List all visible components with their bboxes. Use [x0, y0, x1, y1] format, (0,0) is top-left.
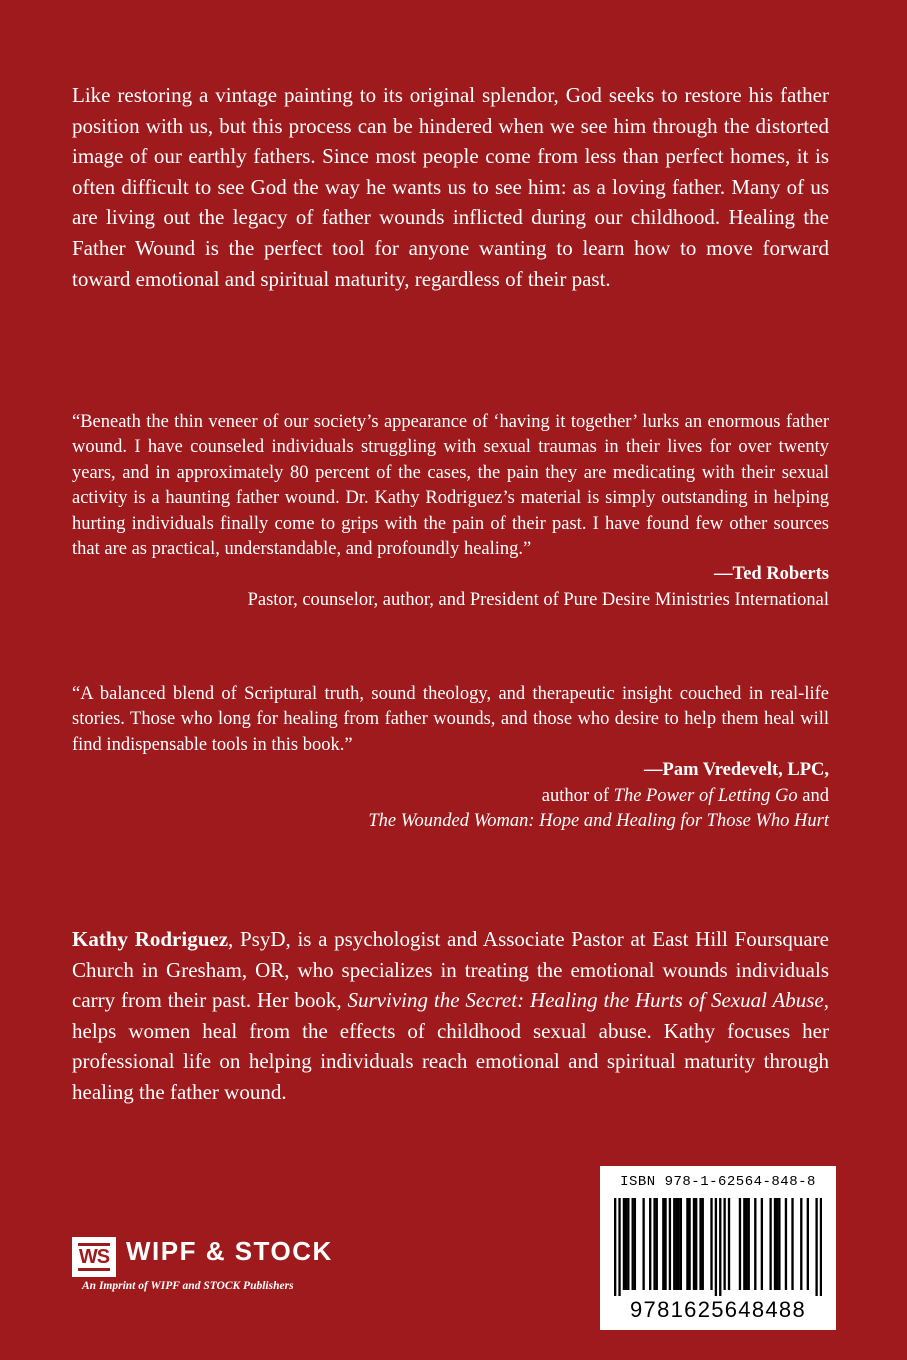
endorsement-title-joiner: and: [797, 785, 829, 806]
barcode-bar: [715, 1198, 717, 1296]
barcode-bar: [719, 1198, 721, 1296]
barcode-bar: [625, 1198, 627, 1290]
barcode-bar: [673, 1198, 675, 1290]
barcode-bar: [702, 1198, 704, 1290]
barcode-bar: [680, 1198, 682, 1290]
barcode-bar: [649, 1198, 651, 1290]
barcode-bar: [675, 1198, 677, 1290]
barcode-bar: [632, 1198, 634, 1290]
barcode-bar: [743, 1198, 745, 1290]
endorsement-name: —Pam Vredevelt, LPC,: [644, 760, 829, 781]
endorsement-title: [72, 784, 829, 809]
barcode-bar: [634, 1198, 636, 1290]
publisher-imprint: An Imprint of WIPF and STOCK Publishers: [82, 1280, 294, 1292]
barcode-bars: [614, 1198, 822, 1296]
barcode-bar: [664, 1198, 666, 1290]
barcode-bar: [739, 1198, 741, 1290]
barcode-bar: [774, 1198, 776, 1290]
bio-book-title: Surviving the Secret: Healing the Hurts of Sexual Abuse: [347, 988, 824, 1013]
endorsement-book-1: The Power of Letting Go: [613, 785, 798, 806]
endorsement-pam-vredevelt: [72, 682, 829, 834]
endorsement-ted-roberts: [72, 410, 829, 613]
author-name: Kathy Rodriguez: [72, 927, 229, 951]
barcode-bar: [656, 1198, 658, 1290]
barcode-bar: [791, 1198, 793, 1290]
barcode-bar: [769, 1198, 771, 1290]
barcode-bar: [699, 1198, 701, 1290]
barcode-bar: [695, 1198, 697, 1290]
author-bio: [72, 924, 829, 1108]
barcode-bar: [693, 1198, 695, 1290]
barcode-bar: [618, 1198, 620, 1296]
barcode-bar: [745, 1198, 747, 1290]
book-blurb: Like restoring a vintage painting to its original splendor, God seeks to restore his father position with us, but this process can be hindered when we see him through the distorted image of our earthly fathers. Since most people come from less than perfect homes, it is often difficult to see God the way he wants us to see him: as a loving father. Many of us are living out the legacy of father wounds inflicted during our childhood. Healing the Father Wound is the perfect tool for anyone wanting to learn how to move forward toward emotional and spiritual maturity, regardless of their past.: [72, 83, 829, 291]
barcode-bar: [820, 1198, 822, 1296]
barcode-bar: [710, 1198, 712, 1290]
barcode-bar: [807, 1198, 809, 1290]
publisher-name: WIPF & STOCK: [126, 1236, 333, 1266]
barcode-bar: [677, 1198, 679, 1290]
ws-logo-text: WS: [78, 1243, 110, 1271]
barcode-bar: [653, 1198, 655, 1290]
barcode-bar: [754, 1198, 756, 1290]
barcode-bar: [728, 1198, 730, 1290]
barcode-bar: [642, 1198, 644, 1290]
isbn-label: ISBN 978-1-62564-848-8: [620, 1174, 816, 1190]
isbn-barcode: [600, 1166, 836, 1330]
barcode-bar: [778, 1198, 780, 1290]
barcode-bar: [662, 1198, 664, 1290]
barcode-bar: [776, 1198, 778, 1290]
barcode-bar: [686, 1198, 688, 1290]
endorsement-quote: “A balanced blend of Scriptural truth, sound theology, and therapeutic insight couched in real-life stories. Those who long for healing from father wounds, and those who desire to help them heal will find indispensable tools in this book.”: [72, 684, 829, 755]
endorsement-name: —Ted Roberts: [714, 564, 829, 585]
barcode-bar: [627, 1198, 629, 1290]
bio-text-1: , PsyD, is a psychologist and Associate Pastor at East Hill Foursquare Church in Gresham, OR, who specializes in treating the emotional wounds individuals carry from their past. Her book,: [72, 927, 829, 1013]
barcode-bar: [785, 1198, 787, 1290]
barcode-bar: [614, 1198, 616, 1296]
ws-logo-icon: [72, 1237, 116, 1277]
barcode-bar: [815, 1198, 817, 1296]
barcode-bar: [800, 1198, 802, 1290]
barcode-bar: [688, 1198, 690, 1290]
endorsement-title: Pastor, counselor, author, and President of Pure Desire Ministries International: [247, 589, 829, 610]
barcode-bar: [723, 1198, 725, 1290]
barcode-bar: [761, 1198, 763, 1290]
endorsement-book-2: The Wounded Woman: Hope and Healing for Those Who Hurt: [368, 811, 829, 832]
barcode-bar: [748, 1198, 750, 1290]
endorsement-quote: “Beneath the thin veneer of our society’s appearance of ‘having it together’ lurks an enormous father wound. I have counseled individuals struggling with sexual traumas in their lives for over twenty years, and in approximately 80 percent of the cases, the pain they are medicating with their sexual activity is a haunting father wound. Dr. Kathy Rodriguez’s material is simply outstanding in helping hurting individuals finally come to grips with the pain of their past. I have found few other sources that are as practical, understandable, and profoundly healing.”: [72, 412, 829, 560]
endorsement-book-2-line: [72, 809, 829, 834]
barcode-bar: [669, 1198, 671, 1290]
barcode-digits: 9781625648488: [630, 1297, 806, 1322]
bio-text-2: , helps women heal from the effects of childhood sexual abuse. Kathy focuses her professional life on helping individuals reach emotional and spiritual maturity through healing the father wound.: [72, 988, 829, 1104]
barcode-bar: [623, 1198, 625, 1290]
endorsement-title-prefix: author of: [541, 785, 614, 806]
